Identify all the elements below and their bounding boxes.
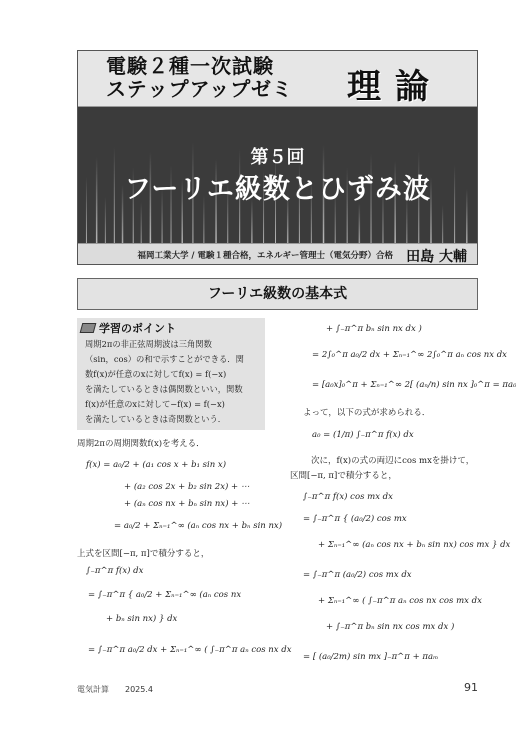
point-line: を満たしているときは奇関数という． bbox=[85, 414, 227, 424]
series-title-line1: 電験２種一次試験 bbox=[106, 54, 274, 78]
equation-line: = [ (a₀/2m) sin mx ]₋π^π + πaₘ bbox=[303, 652, 439, 662]
series-title bbox=[106, 55, 293, 101]
author-bar bbox=[78, 243, 477, 265]
equation-line: + ∫₋π^π bₙ sin nx cos mx dx ) bbox=[326, 622, 455, 632]
learning-point-heading bbox=[81, 320, 176, 336]
category-label: 理論 bbox=[347, 67, 443, 107]
series-title-line2: ステップアップゼミ bbox=[106, 77, 293, 101]
section-heading: フーリエ級数の基本式 bbox=[77, 278, 478, 310]
point-line: f(x)が任意のxに対して−f(x) = f(−x) bbox=[85, 399, 225, 409]
author-name: 田島 大輔 bbox=[406, 249, 467, 265]
footer-magazine: 電気計算 2025.4 bbox=[77, 685, 153, 694]
equation-line: = ∫₋π^π a₀/2 dx + Σₙ₌₁^∞ ( ∫₋π^π aₙ cos nx dx bbox=[88, 645, 292, 655]
equation-line: + Σₙ₌₁^∞ ( ∫₋π^π aₙ cos nx cos mx dx bbox=[318, 596, 482, 606]
equation-line: ∫₋π^π f(x) dx bbox=[86, 566, 144, 576]
equation-line: = a₀/2 + Σₙ₌₁^∞ (aₙ cos nx + bₙ sin nx) bbox=[114, 521, 283, 531]
equation-line: + (a₂ cos 2x + b₂ sin 2x) + ⋯ bbox=[124, 482, 250, 492]
equation-line: ∫₋π^π f(x) cos mx dx bbox=[303, 492, 393, 502]
banner-top-band bbox=[78, 51, 477, 107]
equation-line: + bₙ sin nx) } dx bbox=[106, 614, 178, 624]
page-number: 91 bbox=[464, 681, 478, 694]
point-line: 周期2πの非正弦周期波は三角関数 bbox=[85, 339, 212, 349]
equation-line: + ∫₋π^π bₙ sin nx dx ) bbox=[326, 324, 422, 334]
issue-number: 第５回 bbox=[250, 147, 305, 168]
equation-line: = ∫₋π^π { a₀/2 + Σₙ₌₁^∞ (aₙ cos nx bbox=[88, 590, 242, 600]
point-line: （sin，cos）の和で示すことができる．関 bbox=[85, 354, 244, 364]
intro-text: 周期2πの周期関数f(x)を考える． bbox=[77, 439, 205, 449]
equation-line: = ∫₋π^π { (a₀/2) cos mx bbox=[303, 514, 407, 524]
article-title: フーリエ級数とひずみ波 bbox=[124, 174, 431, 205]
equation-line: + Σₙ₌₁^∞ (aₙ cos nx + bₙ sin nx) cos mx } dx bbox=[318, 540, 511, 550]
title-banner bbox=[77, 50, 478, 265]
book-icon bbox=[80, 323, 97, 333]
result-text: よって，以下の式が求められる． bbox=[303, 408, 431, 418]
equation-line: + (aₙ cos nx + bₙ sin nx) + ⋯ bbox=[124, 499, 250, 509]
integrate-text: 上式を区間[−π, π]で積分すると， bbox=[77, 549, 210, 559]
equation-line: a₀ = (1/π) ∫₋π^π f(x) dx bbox=[312, 430, 414, 440]
point-line: 数f(x)が任意のxに対してf(x) = f(−x) bbox=[85, 369, 227, 379]
author-affiliation: 福岡工業大学 / 電験１種合格，エネルギー管理士（電気分野）合格 bbox=[137, 251, 393, 261]
equation-line: = [a₀x]₀^π + Σₙ₌₁^∞ 2[ (aₙ/n) sin nx ]₀^π = πa₀ bbox=[312, 380, 516, 390]
equation-line: f(x) = a₀/2 + (a₁ cos x + b₁ sin x) bbox=[86, 460, 227, 470]
learning-point-text bbox=[85, 337, 261, 427]
equation-line: = ∫₋π^π (a₀/2) cos mx dx bbox=[303, 570, 412, 580]
equation-line: = 2∫₀^π a₀/2 dx + Σₙ₌₁^∞ 2∫₀^π aₙ cos nx dx bbox=[312, 350, 507, 360]
learning-point-box bbox=[77, 318, 265, 430]
next-text: 次に，f(x)の式の両辺にcos mxを掛けて， bbox=[311, 456, 475, 466]
next-text: 区間[−π, π]で積分すると， bbox=[290, 471, 397, 481]
learning-point-heading-text: 学習のポイント bbox=[99, 322, 176, 335]
point-line: を満たしているときは偶関数といい，関数 bbox=[85, 384, 243, 394]
